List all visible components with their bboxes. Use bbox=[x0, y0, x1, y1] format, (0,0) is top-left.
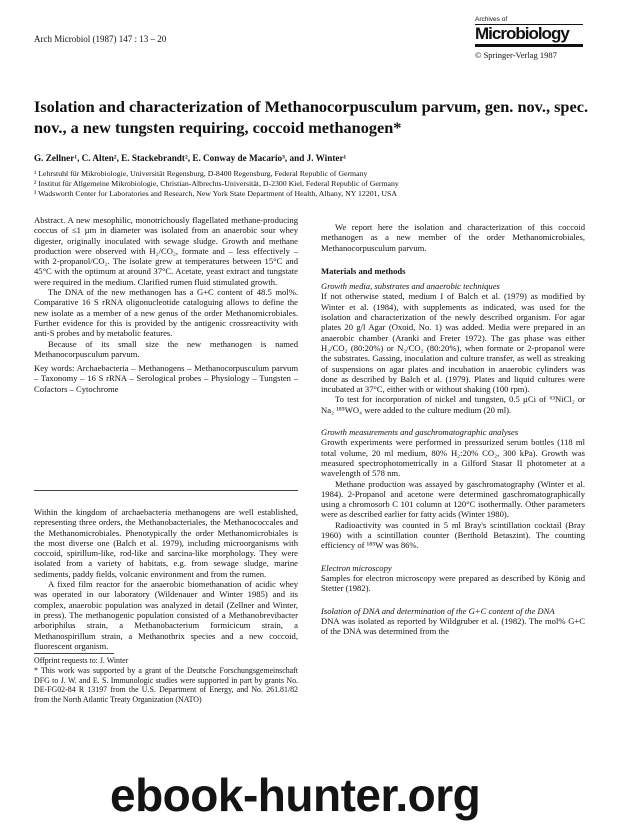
subsection-heading: Growth measurements and gaschromatographic analyses bbox=[321, 427, 519, 438]
body-paragraph: If not otherwise stated, medium I of Balch et al. (1979) as modified by Winter et al. (1984), with supplements as indicated, was used for the isolation and characterization of the newly described organism. For agar plates 20 g/l Agar (Oxoid, No. 1) was added. Media were prepared in an anaerobic chamber (Aranki and Freter 1972). The gas phase was either H₂/CO₂ (80:20%) or N₂/CO₂ (80:20%), when formate or 2-propanol were the substrates. Gassing, inoculation and culture transfer, as well as streaking of suspensions on agar plates and incubation in anaerobic cylinders was done as described by Balch et al. (1979). Plates and liquid cultures were incubated at 37°C, either with or without shaking (100 rpm). bbox=[321, 291, 585, 395]
body-paragraph: Radioactivity was counted in 5 ml Bray's scintillation cocktail (Bray 1960) with a scintillation counter (Berthold Betaszint). The counting efficiency of ¹⁸⁵W was 86%. bbox=[321, 519, 585, 551]
affiliation: ² Institut für Allgemeine Mikrobiologie, Christian-Albrechts-Universität, D-2300 Kiel, Federal Republic of Germany bbox=[34, 179, 399, 188]
section-heading: Materials and methods bbox=[321, 265, 406, 276]
body-paragraph: Methane production was assayed by gaschromatography (Winter et al. 1984). 2-Propanol and acetone were determined gaschromatographically using a chromosorb C 101 column at 120°C isothermally. Other parameters were as described earlier for fatty acids (Winter 1980). bbox=[321, 478, 585, 520]
body-paragraph: DNA was isolated as reported by Wildgruber et al. (1982). The mol% G+C of the DNA was determined from the bbox=[321, 615, 585, 637]
footnote-divider bbox=[34, 653, 114, 654]
abstract-paragraph: Abstract. A new mesophilic, monotrichously flagellated methane-producing coccus of ≤1 µm in diameter was isolated from an anaerobic sour whey digester, originally inoculated with sewage sludge. Growth and methane production were observed with H₂/CO₂, formate and – less effectively – with 2-propanol/CO₂. The isolate grew at temperatures between 15°C and 45°C with the optimum at around 37°C. Acetate, yeast extract and tungstate were required in the medium. Clarified rumen fluid stimulated growth. bbox=[34, 215, 298, 287]
right-column bbox=[321, 222, 585, 636]
funding-note: * This work was supported by a grant of the Deutsche Forschungsgemeinschaft DFG to J. W. and E. S. Immunologic studies were supported in part by grants No. DE-FG02-84 R 13197 from the U.S. Department of Energy, and No. 261.81/82 from the North Atlantic Treaty Organization (NATO) bbox=[34, 665, 298, 705]
introduction bbox=[34, 507, 298, 651]
footnotes bbox=[34, 656, 298, 705]
subsection-heading: Isolation of DNA and determination of the G+C content of the DNA bbox=[321, 605, 555, 616]
journal-citation: Arch Microbiol (1987) 147 : 13 – 20 bbox=[34, 34, 167, 44]
keywords: Key words: Archaebacteria – Methanogens – Methanocorpusculum parvum – Taxonomy – 16 S rRNA – Serological probes – Physiology – Tungsten – Cofactors – Cytochrome bbox=[34, 363, 298, 394]
journal-logo bbox=[475, 16, 583, 60]
abstract-divider bbox=[34, 490, 298, 491]
logo-mark: Microbiology bbox=[475, 24, 583, 42]
subsection-heading: Electron microscopy bbox=[321, 562, 392, 573]
copyright: © Springer-Verlag 1987 bbox=[475, 50, 557, 60]
body-paragraph: Samples for electron microscopy were prepared as described by König and Stetter (1982). bbox=[321, 572, 585, 594]
paper-title: Isolation and characterization of Methanocorpusculum parvum, gen. nov., spec. nov., a new tungsten requiring, coccoid methanogen* bbox=[34, 97, 589, 137]
body-paragraph: We report here the isolation and characterization of this coccoid methanogen as a new member of the order Methanomicrobiales, Methanocorpusculum parvum. bbox=[321, 222, 585, 253]
offprint-note: Offprint requests to: J. Winter bbox=[34, 656, 129, 665]
watermark: ebook-hunter.org bbox=[110, 769, 481, 821]
affiliation: ³ Wadsworth Center for Laboratories and Research, New York State Department of Health, Albany, NY 12201, USA bbox=[34, 189, 398, 198]
intro-paragraph: Within the kingdom of archaebacteria methanogens are well established, representing three orders, the Methanobacteriales, the Methanococcales and the Methanomicrobiales. Phenotypically the order Methanomicrobiales is the most diverse one (Balch et al. 1979), including microorganisms with coccoid, spirillum-like, rod-like and sarcina-like morphology. They were isolated from a variety of habitats, e.g. from sewage sludge, marine sediments, paddy fields, volcanic environment and from the rumen. bbox=[34, 507, 298, 579]
logo-top-text: Archives of bbox=[475, 16, 508, 23]
author-list: G. Zellner¹, C. Alten², E. Stackebrandt², E. Conway de Macario³, and J. Winter¹ bbox=[34, 153, 347, 163]
body-paragraph: To test for incorporation of nickel and tungsten, 0.5 µCi of ⁶³NiCl₂ or Na₂ ¹⁸⁵WO₄ were added to the culture medium (20 ml). bbox=[321, 394, 585, 415]
abstract-paragraph: Because of its small size the new methanogen is named Methanocorpusculum parvum. bbox=[34, 338, 298, 359]
abstract bbox=[34, 215, 298, 394]
affiliation: ¹ Lehrstuhl für Mikrobiologie, Universität Regensburg, D-8400 Regensburg, Federal Republic of Germany bbox=[34, 169, 368, 178]
intro-paragraph: A fixed film reactor for the anaerobic biomethanation of acidic whey was operated in our laboratory (Wildenauer and Winter 1985) and its complex, anaerobic population was analyzed in detail (Zellner and Winter, in press). The methanogenic population consisted of a Methanobrevibacter arboriphilus strain, a Methanobacterium formicicum strain, a Methanospirillum strain, a Methanothrix species and a new coccoid, fluorescent organism. bbox=[34, 579, 298, 651]
subsection-heading: Growth media, substrates and anaerobic techniques bbox=[321, 281, 500, 292]
body-paragraph: Growth experiments were performed in pressurized serum bottles (118 ml total volume, 20 ml medium, 80% H₂:20% CO₂, 300 kPa). Growth was measured spectrophotometrically in a Gilford Stasar II photometer at a wavelength of 578 nm. bbox=[321, 437, 585, 479]
affiliations bbox=[34, 169, 399, 199]
logo-bar bbox=[475, 44, 583, 47]
abstract-paragraph: The DNA of the new methanogen has a G+C content of 48.5 mol%. Comparative 16 S rRNA oligonucleotide cataloguing allows to define the new isolate as a member of a new genus of the order Methanomicrobiales. Further evidence for this is provided by the antigenic crossreactivity with anti-S probes and by metabolic features. bbox=[34, 287, 298, 339]
